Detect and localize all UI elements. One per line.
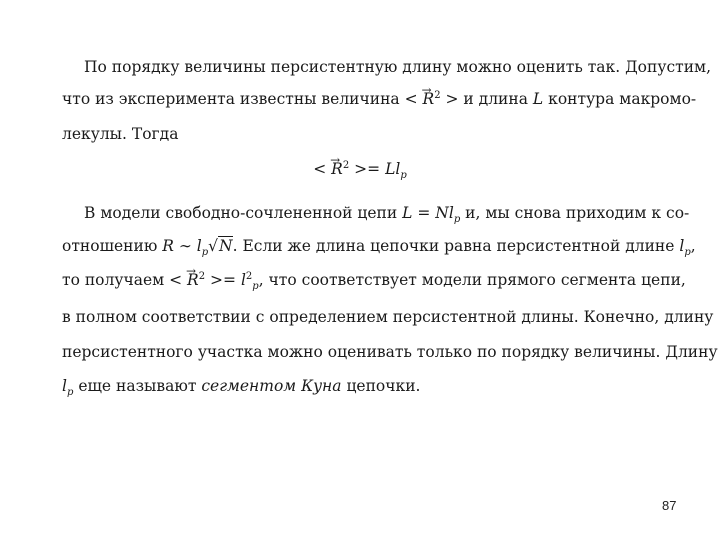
text-run: персистентного участка можно оценивать только по порядку величины. Длину [62, 343, 718, 361]
formula-rhs: Ll [385, 160, 401, 178]
math-l: l [679, 237, 685, 255]
display-formula [62, 159, 658, 182]
text-run: По порядку величины персистентную длину можно оценить так. Допустим, [84, 58, 712, 76]
text-run: отношению [62, 237, 158, 255]
superscript: 2 [245, 270, 253, 282]
math-L-eq-Nl: L = Nl [402, 204, 454, 222]
paragraph-2-line-5 [62, 342, 718, 362]
text-run: цепочки. [346, 377, 421, 395]
paragraph-2-line-3 [62, 270, 686, 293]
kuhn-segment-term: сегментом Куна [201, 377, 342, 395]
text-run: > и длина [445, 90, 528, 108]
vector-R: → R [187, 270, 199, 290]
sqrt-sign: √ [208, 237, 219, 255]
page-number: 87 [662, 498, 677, 513]
paragraph-2-line-2: отношению R ∼ $l_p√N$. Если же длина цепочки равна персистентной длине $l_p$, [62, 237, 696, 259]
paragraph-1-line-2 [62, 89, 697, 109]
text-run: в полном соответствии с определением персистентной длины. Конечно, длину [62, 308, 714, 326]
paragraph-2-line-6 [62, 376, 658, 399]
subscript: p [684, 247, 691, 259]
text-run: В модели свободно-сочлененной цепи [84, 204, 398, 222]
text-run: то получаем < [62, 271, 183, 289]
subscript: p [66, 387, 74, 399]
text-run: >= [210, 271, 237, 289]
paragraph-2-line-4 [62, 307, 714, 327]
text-run: , что соответствует модели прямого сегмента цепи, [258, 271, 686, 289]
vector-R: → R [423, 89, 435, 109]
text-run: что из эксперимента известны величина < [62, 90, 418, 108]
paragraph-2-line-1 [62, 203, 690, 226]
text-run: контура макромо- [548, 90, 697, 108]
math-l: l [62, 377, 67, 395]
paragraph-1-line-1 [62, 57, 712, 77]
paragraph-1-line-3 [62, 124, 658, 144]
formula-close: >= [354, 160, 381, 178]
subscript: p [400, 170, 407, 182]
math-L: L [532, 90, 544, 108]
superscript: 2 [198, 270, 206, 282]
formula-open: < [313, 160, 327, 178]
subscript: p [201, 247, 209, 259]
math-N: N [219, 237, 233, 255]
text-run: . Если же длина цепочки равна персистентной длине [232, 237, 675, 255]
subscript: p [453, 214, 461, 226]
text-run: лекулы. Тогда [62, 125, 179, 143]
vector-R: → R [331, 159, 343, 179]
subscript: p [252, 281, 259, 293]
text-run: еще называют [78, 377, 197, 395]
math-l: l [240, 271, 246, 289]
math-R-sim-l: R ∼ l [162, 237, 202, 255]
superscript: 2 [434, 89, 441, 101]
text-run: и, мы снова приходим к со- [465, 204, 690, 222]
superscript: 2 [342, 159, 350, 171]
